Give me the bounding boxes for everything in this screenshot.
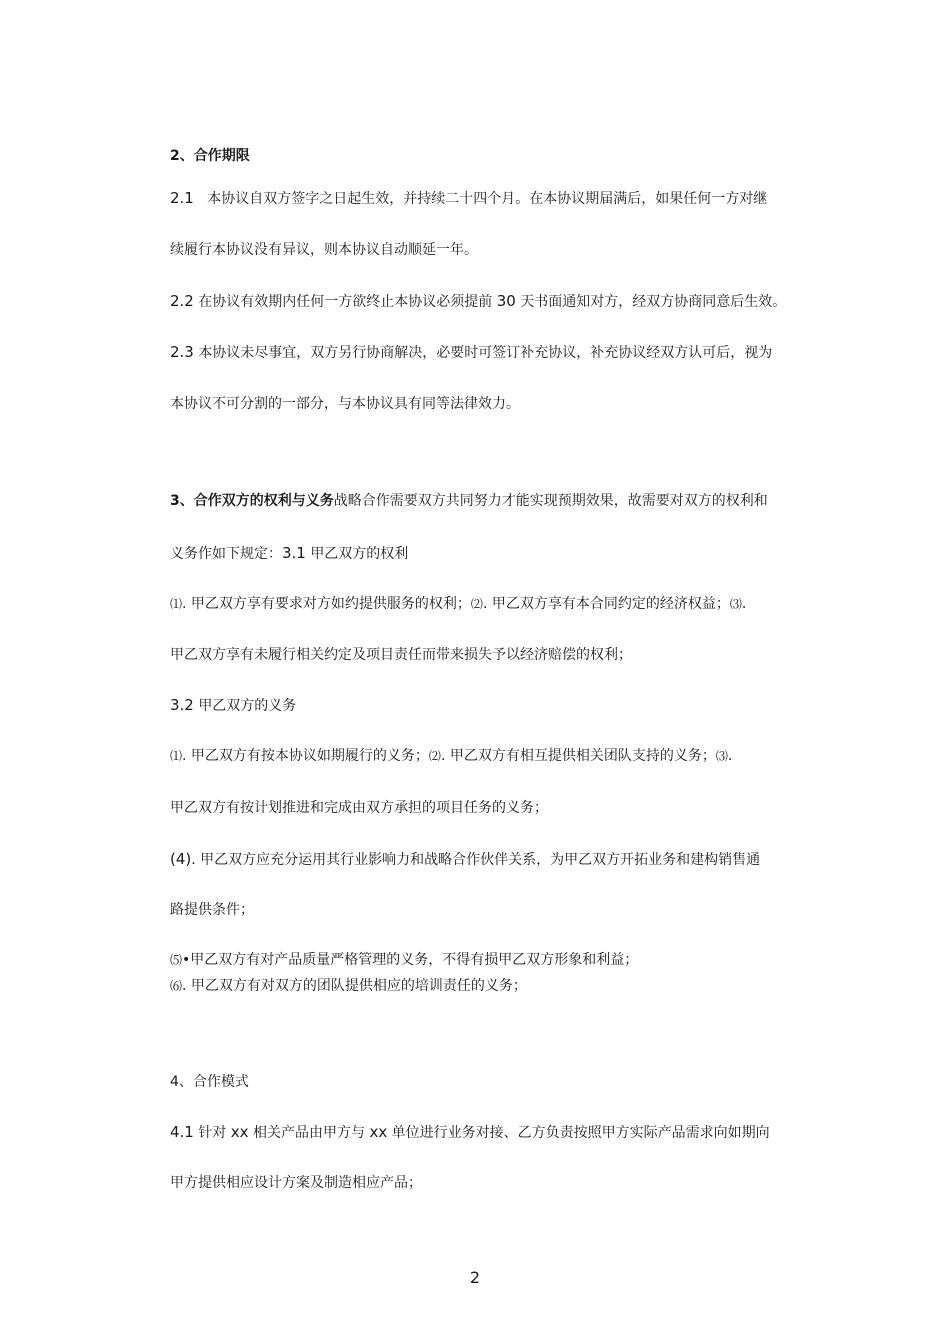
clause-text: 本协议自双方签字之日起生效，并持续二十四个月。在本协议期届满后，如果任何一方对继	[207, 191, 768, 207]
item-text: •甲乙双方有对产品质量严格管理的义务，不得有损甲乙双方形象和利益；	[182, 952, 639, 968]
item-number: ⑴	[170, 749, 183, 763]
subsection-title: 甲乙双方的权利	[310, 546, 409, 562]
section-3-intro-line-2	[170, 543, 408, 564]
item-text: . 甲乙双方应充分运用其行业影响力和战略合作伙伴关系，为甲乙双方开拓业务和建构销售通	[191, 852, 761, 868]
clause-2-2	[170, 291, 786, 312]
clause-text: 本协议未尽事宜，双方另行协商解决，必要时可签订补充协议，补充协议经双方认可后，视为	[198, 345, 773, 361]
item-text: . 甲乙双方有相互提供相关团队支持的义务；	[440, 748, 716, 764]
item-number: (4)	[170, 850, 192, 868]
section-3-intro: 战略合作需要双方共同努力才能实现预期效果，故需要对双方的权利和	[333, 493, 768, 509]
item-number: ⑴	[170, 597, 183, 611]
clause-2-3-line-1	[170, 342, 772, 363]
item-number: ⑸	[170, 953, 183, 967]
subsection-number: 3.1	[282, 544, 306, 562]
item-number: ⑶	[715, 749, 728, 763]
duties-line-2: 甲乙双方有按计划推进和完成由双方承担的项目任务的义务；	[170, 800, 548, 816]
clause-text: 天书面通知对方，经双方协商同意后生效。	[520, 294, 787, 310]
clause-number: 4.1	[170, 1123, 194, 1141]
duty-5	[170, 950, 638, 970]
item-text: .	[727, 748, 733, 764]
clause-text: 在协议有效期内任何一方欲终止本协议必须提前	[198, 294, 493, 310]
clause-number: 2.3	[170, 343, 194, 361]
clause-2-1-line-1	[170, 188, 767, 209]
duty-4-line-2: 路提供条件；	[170, 902, 254, 918]
clause-number: 2.2	[170, 292, 194, 310]
item-number: ⑵	[428, 749, 441, 763]
rights-line-1	[170, 594, 746, 614]
clause-text: 相关产品由甲方与	[252, 1125, 365, 1141]
duty-6	[170, 976, 527, 996]
item-number: ⑹	[170, 979, 183, 993]
duty-4-line-1	[170, 849, 760, 870]
clause-4-1-line-2: 甲方提供相应设计方案及制造相应产品；	[170, 1175, 422, 1191]
item-number: ⑶	[729, 597, 742, 611]
item-text: . 甲乙双方享有要求对方如约提供服务的权利；	[182, 596, 471, 612]
placeholder-xx: xx	[230, 1123, 249, 1141]
subsection-title: 甲乙双方的义务	[198, 698, 297, 714]
subsection-3-2	[170, 695, 296, 716]
clause-4-1-line-1	[170, 1122, 770, 1143]
item-text: . 甲乙双方有对双方的团队提供相应的培训责任的义务；	[182, 978, 527, 994]
clause-text: 针对	[198, 1125, 227, 1141]
item-text: .	[741, 596, 747, 612]
section-3-intro-line-1	[170, 491, 768, 511]
rights-line-2: 甲乙双方享有未履行相关约定及项目责任而带来损失予以经济赔偿的权利；	[170, 647, 632, 663]
section-3-intro: 义务作如下规定：	[170, 546, 282, 562]
page-number: 2	[469, 1268, 481, 1287]
placeholder-xx: xx	[369, 1123, 388, 1141]
item-text: . 甲乙双方享有本合同约定的经济权益；	[482, 596, 730, 612]
section-3-heading: 3、合作双方的权利与义务	[170, 493, 334, 509]
clause-2-3-line-2: 本协议不可分割的一部分，与本协议具有同等法律效力。	[170, 396, 520, 412]
clause-text: 单位进行业务对接、乙方负责按照甲方实际产品需求向如期向	[391, 1125, 770, 1141]
item-number: ⑵	[470, 597, 483, 611]
item-text: . 甲乙双方有按本协议如期履行的义务；	[182, 748, 429, 764]
notice-days: 30	[496, 292, 516, 310]
section-2-heading: 2、合作期限	[170, 148, 250, 164]
clause-number: 2.1	[170, 189, 194, 207]
subsection-number: 3.2	[170, 696, 194, 714]
section-4-heading: 4、合作模式	[170, 1074, 249, 1090]
clause-2-1-line-2: 续履行本协议没有异议，则本协议自动顺延一年。	[170, 242, 478, 258]
duties-line-1	[170, 746, 732, 766]
